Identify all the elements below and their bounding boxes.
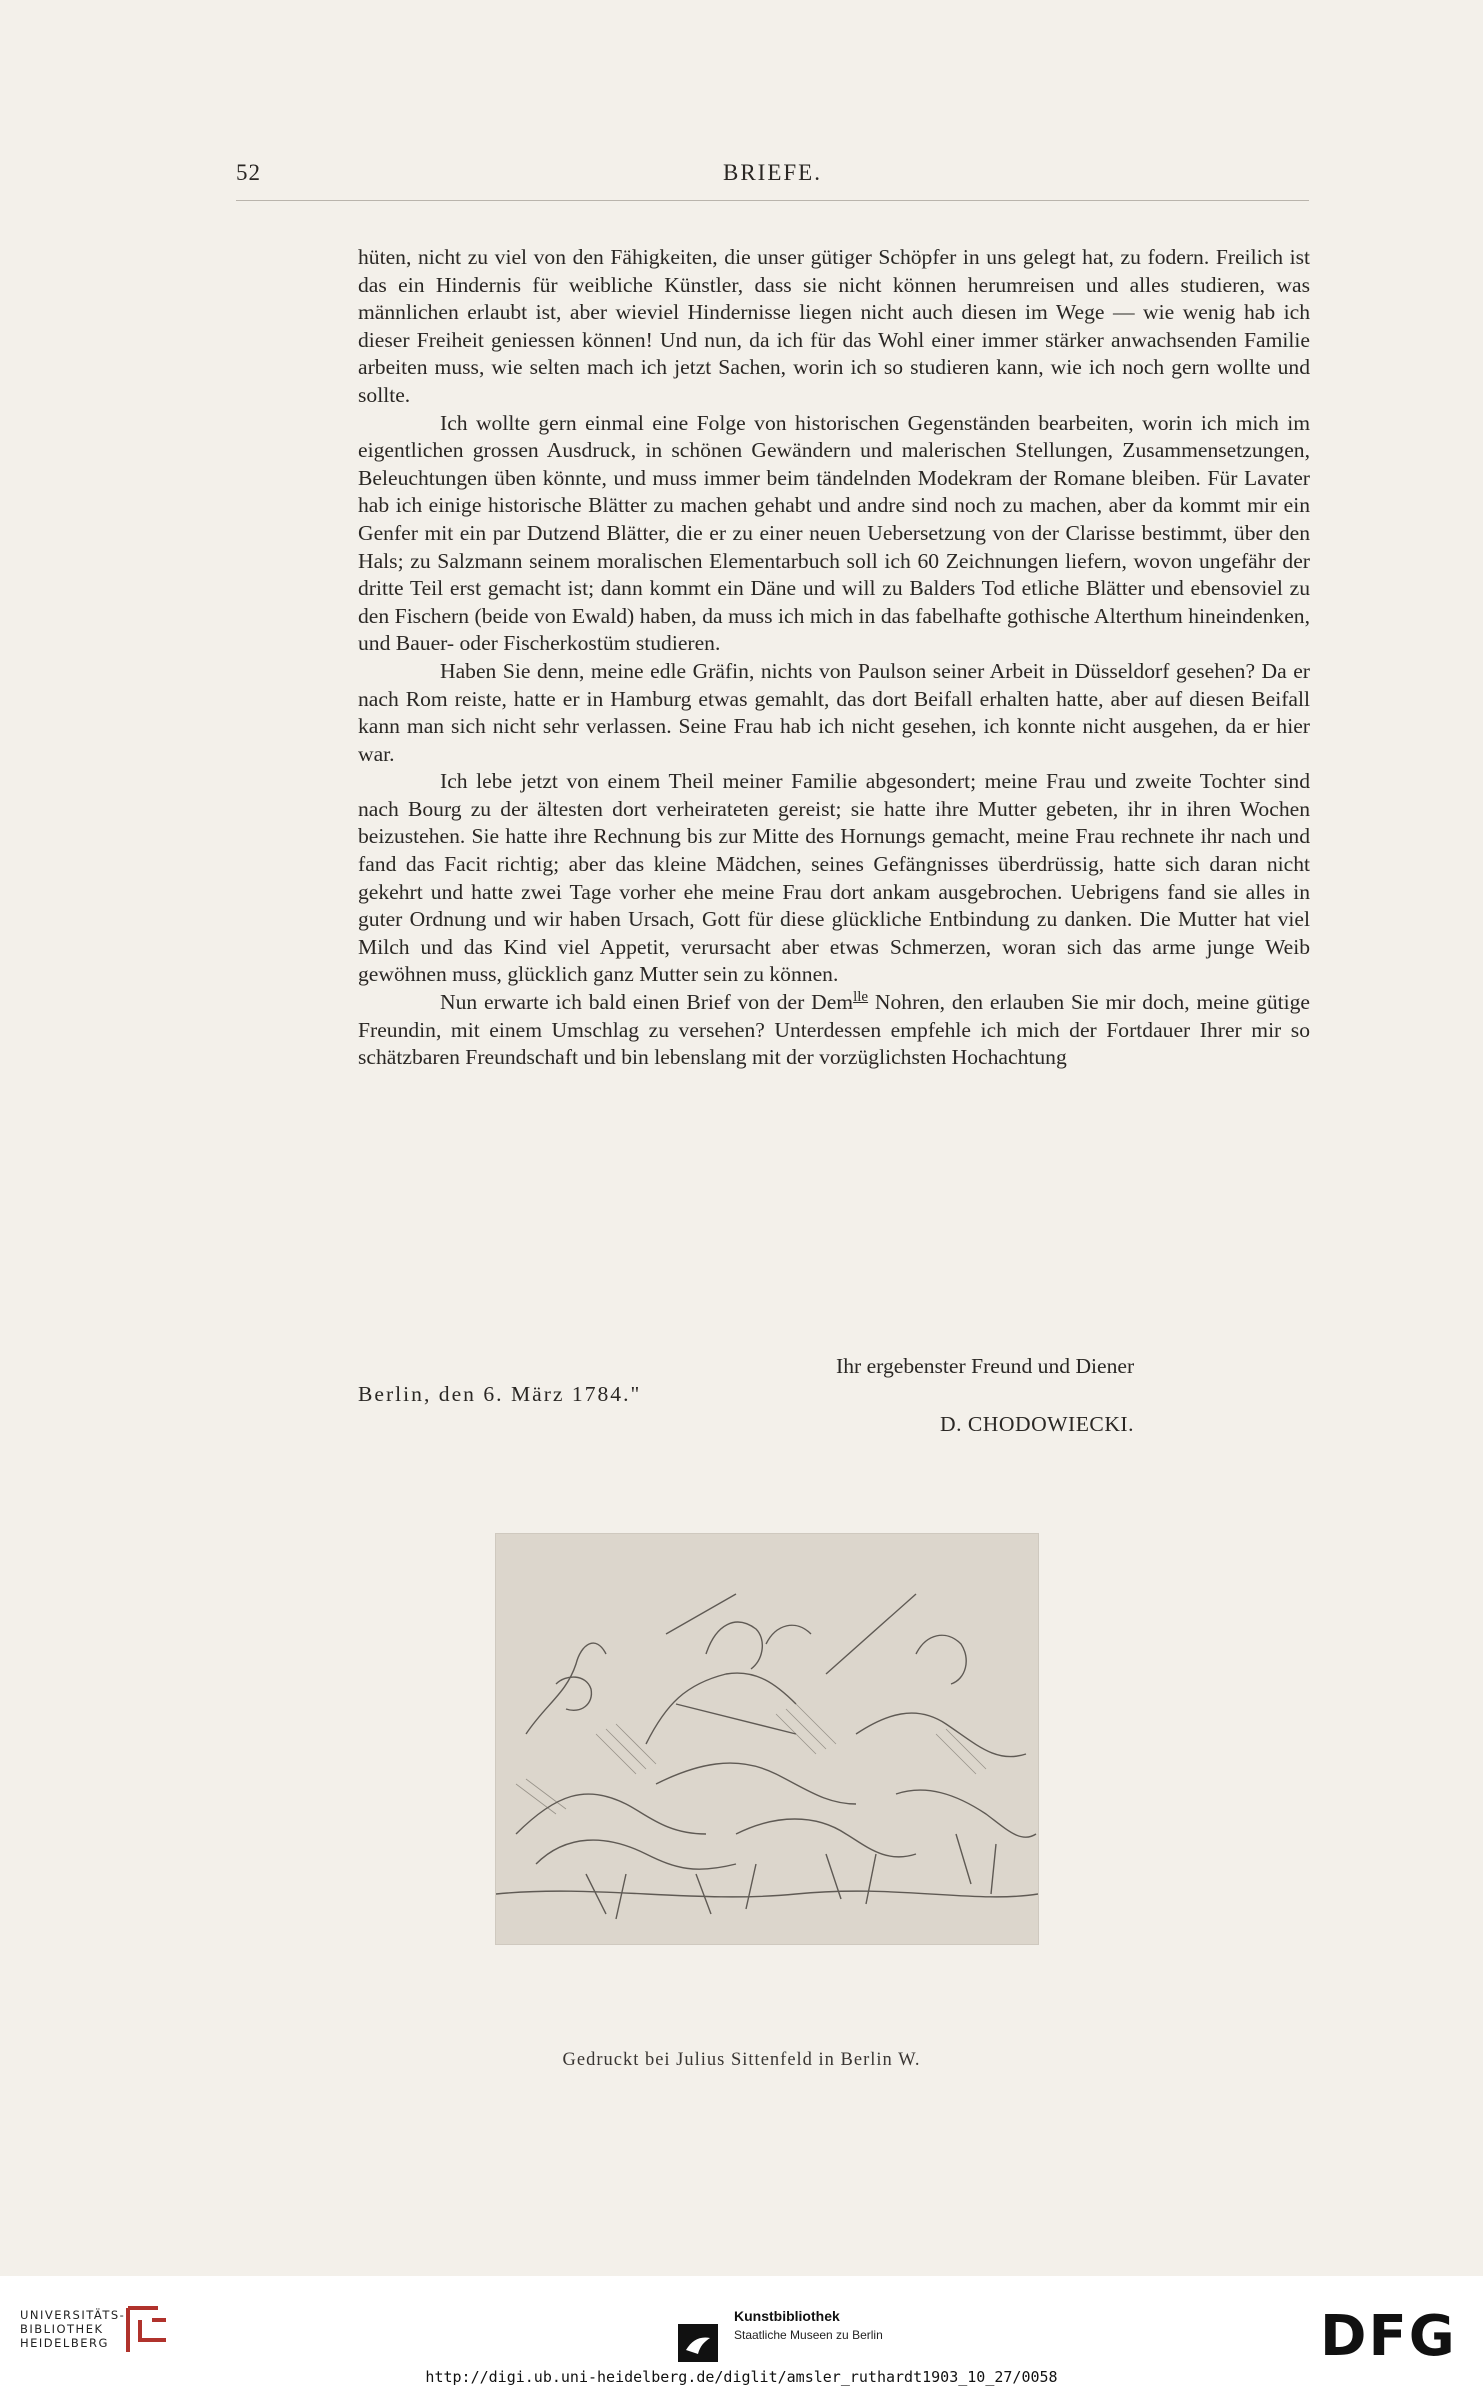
page-number: 52 xyxy=(236,160,261,185)
kunstbibliothek-name: Kunstbibliothek xyxy=(734,2308,840,2324)
ub-line-2: BIBLIOTHEK xyxy=(20,2322,104,2336)
ub-heidelberg-logo xyxy=(20,2308,125,2350)
letter-body xyxy=(358,244,1310,1072)
permalink-url[interactable]: http://digi.ub.uni-heidelberg.de/diglit/amsler_ruthardt1903_10_27/0058 xyxy=(425,2368,1058,2386)
page-header xyxy=(236,160,1309,201)
kunstbibliothek-logo xyxy=(670,2306,920,2366)
closing-salutation: Ihr ergebenster Freund und Diener xyxy=(836,1354,1135,1378)
eagle-icon xyxy=(678,2324,718,2362)
footer-band xyxy=(0,2276,1483,2389)
paragraph-5-start: Nun erwarte ich bald einen Brief von der Dem xyxy=(440,990,854,1015)
paragraph-5-rest: Nohren, den erlauben Sie mir doch, meine gütige Freundin, mit einem Umschlag zu versehen? Unterdessen empfehle ich mich der Fortdauer Ihrer mir so schätzbaren Freundschaft und bin lebenslang mit der vorzüglichsten Hochachtung xyxy=(358,990,1310,1070)
running-title: BRIEFE. xyxy=(723,160,822,185)
paragraph-3: Haben Sie denn, meine edle Gräfin, nichts von Paulson seiner Arbeit in Düsseldorf gesehen? Da er nach Rom reiste, hatte er in Hamburg etwas gemahlt, das dort Beifall erhalten hatte, aber auf diesen Beifall kann man sich nicht sehr verlassen. Seine Frau hab ich nicht gesehen, ich konnte nicht ausgehen, da er hier war. xyxy=(358,658,1310,766)
ub-line-1: UNIVERSITÄTS- xyxy=(20,2308,126,2322)
battle-sketch-image xyxy=(495,1533,1039,1945)
signature: D. CHODOWIECKI. xyxy=(940,1412,1135,1436)
paragraph-4: Ich lebe jetzt von einem Theil meiner Familie abgesondert; meine Frau und zweite Tochter sind nach Bourg zu der ältesten dort verheirateten gereist; sie hatte ihre Mutter gebeten, ihr in ihren Wochen beizustehen. Sie hatte ihre Rechnung bis zur Mitte des Hornungs gemacht, meine Frau rechnete ihr nach und fand das Facit richtig; aber das kleine Mädchen, seines Gefängnisses überdrüssig, hatte sich daran nicht gekehrt und hatte zwei Tage vorher ehe meine Frau dort ankam ausgebrochen. Uebrigens fand sie alles in guter Ordnung und wir haben Ursach, Gott für diese glückliche Entbindung zu danken. Die Mutter hat viel Milch und das Kind viel Appetit, verursacht aber etwas Schmerzen, woran sich das arme junge Weib gewöhnen muss, glücklich ganz Mutter sein zu können. xyxy=(358,769,1310,987)
battle-sketch-drawing xyxy=(496,1534,1038,1944)
demoiselle-superscript: lle xyxy=(853,988,869,1005)
ub-line-3: HEIDELBERG xyxy=(20,2336,109,2350)
paragraph-5 xyxy=(358,989,1310,1072)
printer-note: Gedruckt bei Julius Sittenfeld in Berlin W. xyxy=(562,2050,921,2070)
dfg-logo: DFG xyxy=(1320,2304,1457,2369)
paragraph-2: Ich wollte gern einmal eine Folge von historischen Gegenständen bearbeiten, worin ich mich im eigentlichen grossen Ausdruck, in schönen Gewändern und malerischen Stellungen, Zusammensetzungen, Beleuchtungen üben könnte, und muss immer beim tändelnden Modekram der Romane bleiben. Für Lavater hab ich einige historische Blätter zu machen gehabt und andre sind noch zu machen, aber da kommt mir ein Genfer mit ein par Dutzend Blätter, die er zu einer neuen Uebersetzung von der Clarisse bestimmt, über den Hals; zu Salzmann seinem moralischen Elementarbuch soll ich 60 Zeichnungen liefern, wovon ungefähr der dritte Teil erst gemacht ist; dann kommt ein Däne und will zu Balders Tod etliche Blätter und ebensoviel zu den Fischern (beide von Ewald) haben, da muss ich mich in das fabelhafte gothische Alterthum hineindenken, und Bauer- oder Fischerkostüm studieren. xyxy=(358,410,1310,656)
place-date: Berlin, den 6. März 1784." xyxy=(358,1382,642,1406)
paragraph-1: hüten, nicht zu viel von den Fähigkeiten, die unser gütiger Schöpfer in uns gelegt hat, zu fodern. Freilich ist das ein Hindernis für weibliche Künstler, dass sie nicht können herumreisen und alles studieren, was männlichen erlaubt ist, aber wieviel Hindernisse liegen nicht auch diesen im Wege — wie wenig hab ich dieser Freiheit geniessen können! Und nun, da ich für das Wohl einer immer stärker anwachsenden Familie arbeiten muss, wie selten mach ich jetzt Sachen, worin ich so studieren kann, wie ich noch gern wollte und sollte. xyxy=(358,245,1310,407)
kunstbibliothek-subtitle: Staatliche Museen zu Berlin xyxy=(734,2328,883,2342)
ub-heidelberg-mark-icon xyxy=(118,2300,178,2360)
